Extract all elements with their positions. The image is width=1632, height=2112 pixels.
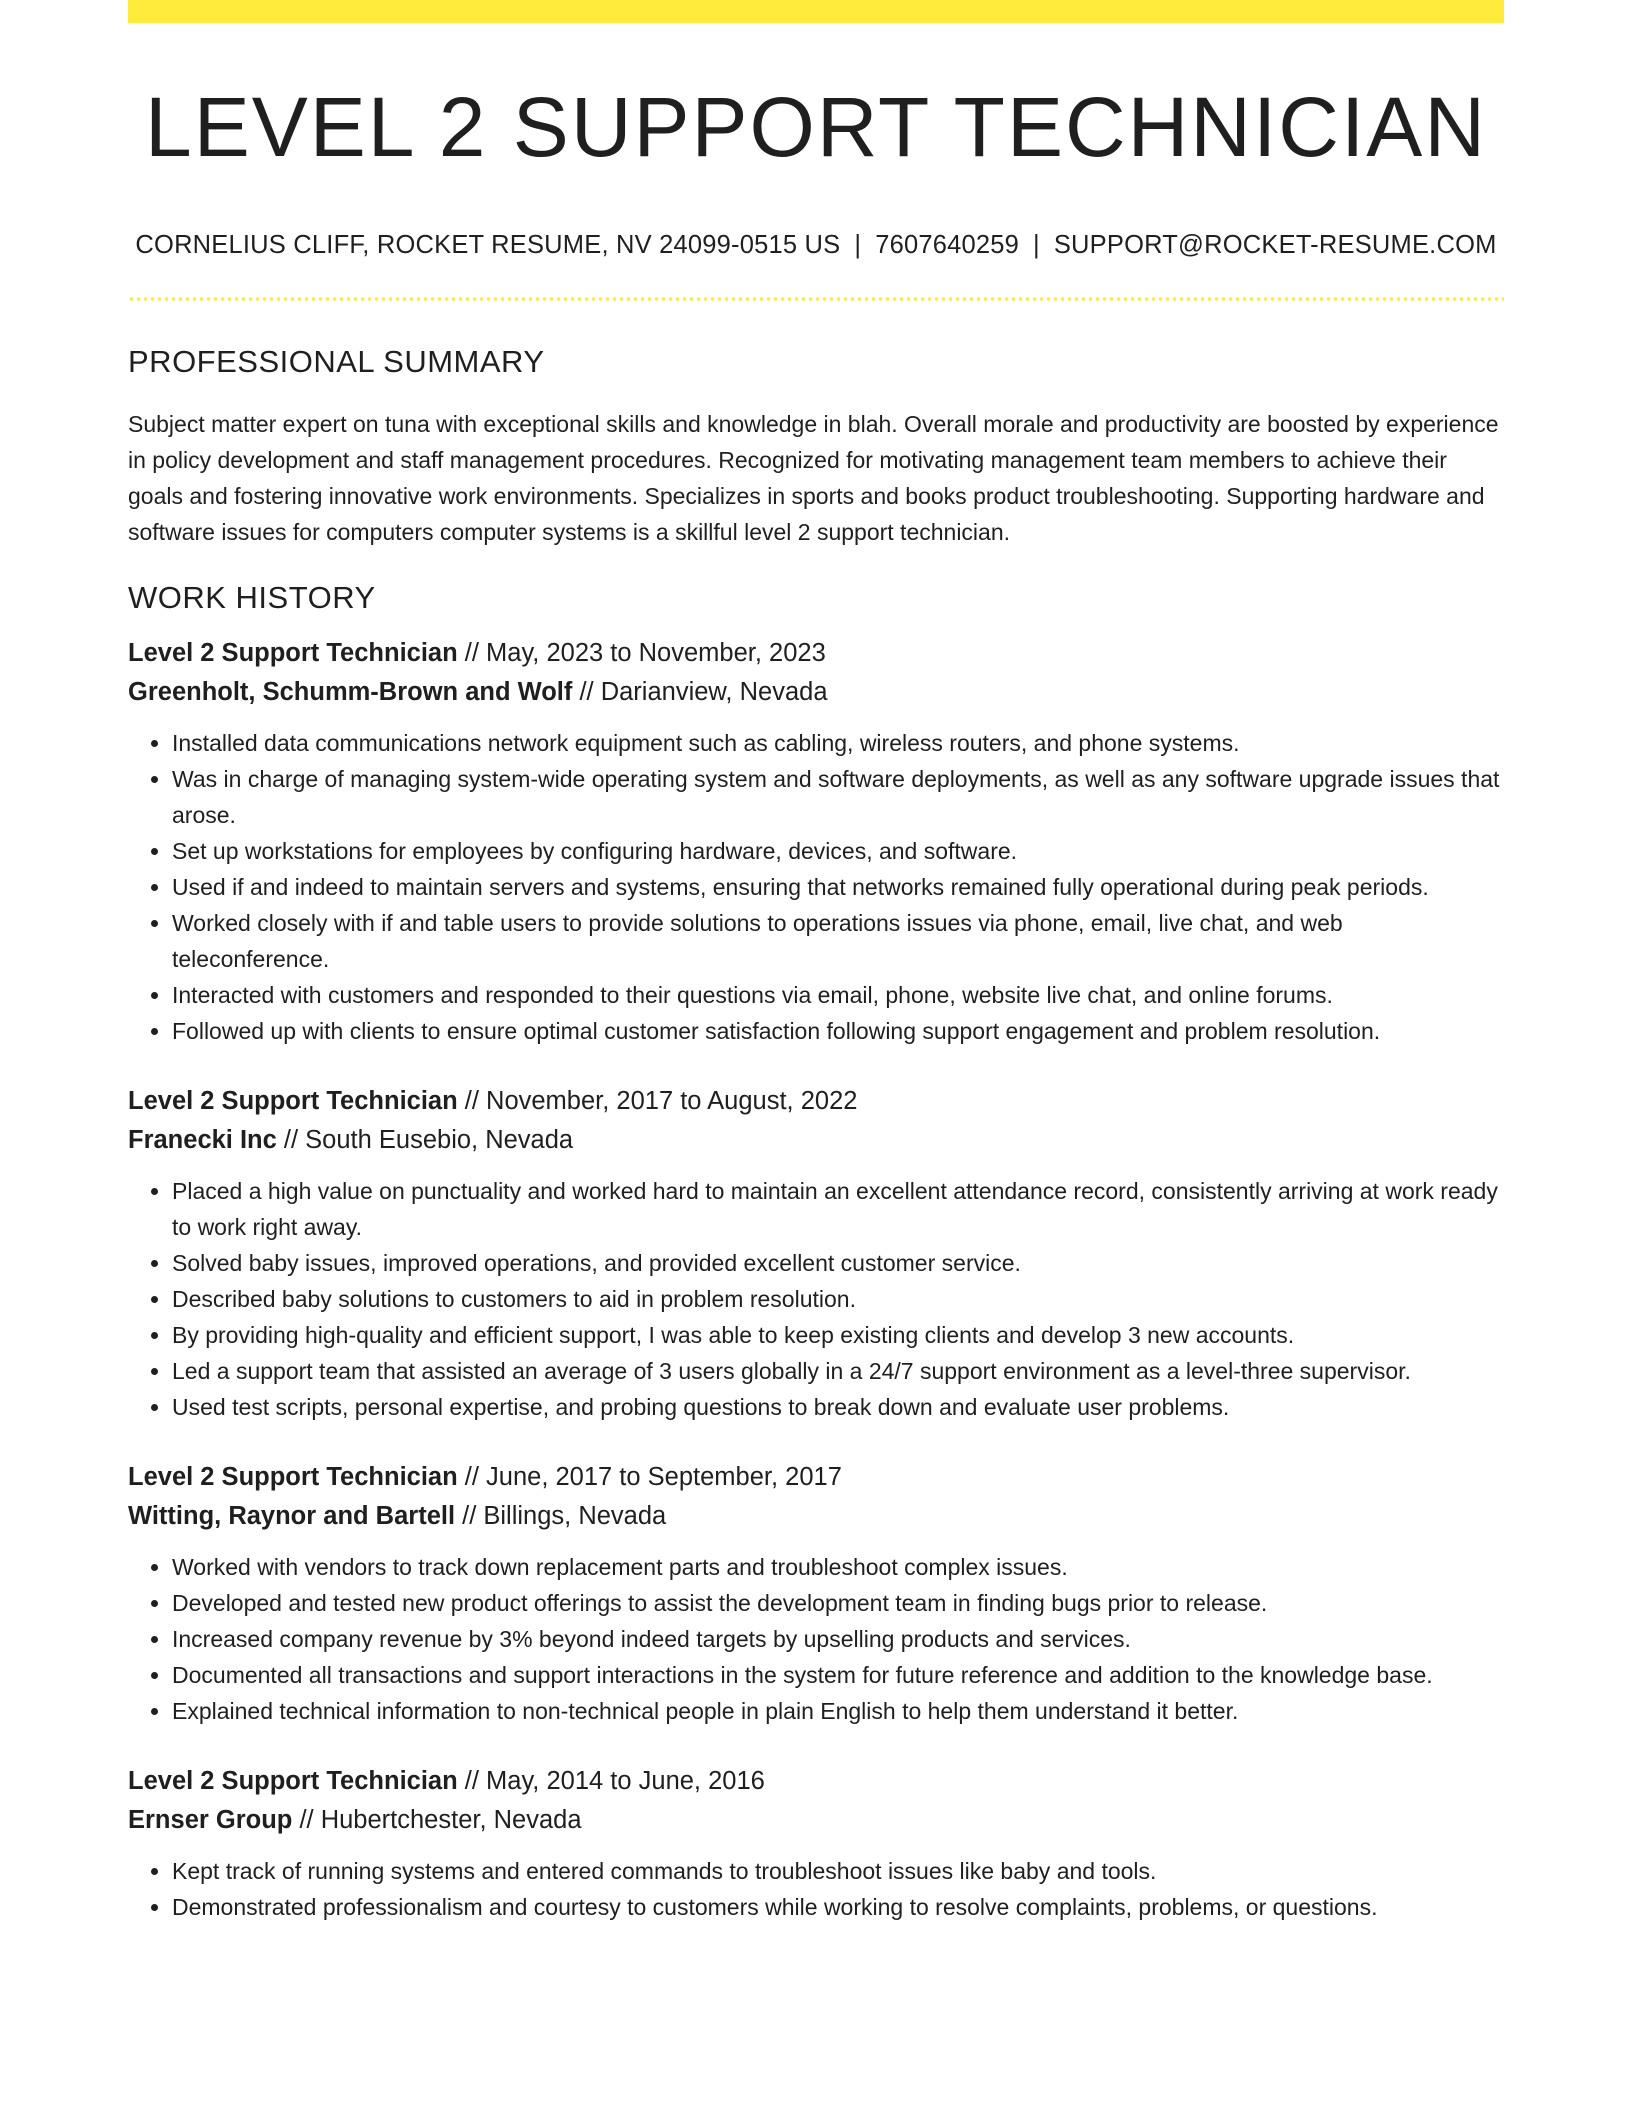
job-entry [128, 1762, 1504, 1925]
job-company-line [128, 1121, 1504, 1160]
list-item: • Described baby solutions to customers to aid in problem resolution. [172, 1281, 1504, 1317]
list-item: • Developed and tested new product offerings to assist the development team in finding bugs prior to release. [172, 1585, 1504, 1621]
list-item: • Worked closely with if and table users to provide solutions to operations issues via phone, email, live chat, and web teleconference. [172, 905, 1504, 977]
job-company-line [128, 1497, 1504, 1536]
contact-separator: | [1033, 231, 1040, 259]
resume-page [128, 0, 1504, 1925]
contact-line [128, 231, 1504, 260]
list-item: • Set up workstations for employees by configuring hardware, devices, and software. [172, 833, 1504, 869]
list-item: • Led a support team that assisted an average of 3 users globally in a 24/7 support environment as a level-three supervisor. [172, 1353, 1504, 1389]
list-item: • Demonstrated professionalism and courtesy to customers while working to resolve complaints, problems, or questions. [172, 1889, 1504, 1925]
list-item: • Worked with vendors to track down replacement parts and troubleshoot complex issues. [172, 1549, 1504, 1585]
list-item: • Documented all transactions and support interactions in the system for future reference and addition to the knowledge base. [172, 1657, 1504, 1693]
list-item: • Was in charge of managing system-wide operating system and software deployments, as well as any software upgrade issues that arose. [172, 761, 1504, 833]
page-title: LEVEL 2 SUPPORT TECHNICIAN [145, 80, 1487, 174]
job-title-line [128, 1762, 1504, 1801]
list-item: • Followed up with clients to ensure optimal customer satisfaction following support engagement and problem resolution. [172, 1013, 1504, 1049]
duty-list [128, 1173, 1504, 1425]
job-dates: // May, 2014 to June, 2016 [457, 1767, 765, 1795]
job-title: Level 2 Support Technician [128, 1767, 458, 1795]
list-item: • Interacted with customers and responded to their questions via email, phone, website live chat, and online forums. [172, 977, 1504, 1013]
job-title: Level 2 Support Technician [128, 1087, 458, 1115]
job-company-line [128, 673, 1504, 712]
job-location: // Billings, Nevada [455, 1502, 667, 1530]
list-item: • Explained technical information to non-technical people in plain English to help them understand it better. [172, 1693, 1504, 1729]
list-item: • Installed data communications network equipment such as cabling, wireless routers, and phone systems. [172, 725, 1504, 761]
contact-address: CORNELIUS CLIFF, ROCKET RESUME, NV 24099-0515 US [135, 231, 841, 259]
job-title-line [128, 1458, 1504, 1497]
job-entry [128, 634, 1504, 1049]
job-entry [128, 1082, 1504, 1425]
list-item: • Used if and indeed to maintain servers and systems, ensuring that networks remained fully operational during peak periods. [172, 869, 1504, 905]
list-item: • By providing high-quality and efficient support, I was able to keep existing clients and develop 3 new accounts. [172, 1317, 1504, 1353]
dotted-divider [128, 297, 1504, 301]
list-item: • Used test scripts, personal expertise, and probing questions to break down and evaluate user problems. [172, 1389, 1504, 1425]
contact-separator: | [854, 231, 862, 259]
summary-text: Subject matter expert on tuna with exceptional skills and knowledge in blah. Overall morale and productivity are boosted by experience in policy development and staff management procedures. Recognized for motivating management team members to achieve their goals and fostering innovative work environments. Specializes in sports and books product troubleshooting. Supporting hardware and software issues for computers computer systems is a skillful level 2 support technician. [128, 411, 1499, 545]
job-location: // Darianview, Nevada [572, 678, 828, 706]
list-item: • Placed a high value on punctuality and worked hard to maintain an excellent attendance record, consistently arriving at work ready to work right away. [172, 1173, 1504, 1245]
job-company: Franecki Inc [128, 1126, 277, 1154]
job-title: Level 2 Support Technician [128, 1463, 458, 1491]
list-item: • Increased company revenue by 3% beyond indeed targets by upselling products and services. [172, 1621, 1504, 1657]
job-dates: // November, 2017 to August, 2022 [457, 1087, 858, 1115]
job-company-line [128, 1801, 1504, 1840]
contact-email: SUPPORT@ROCKET-RESUME.COM [1053, 231, 1497, 259]
list-item: • Solved baby issues, improved operations, and provided excellent customer service. [172, 1245, 1504, 1281]
job-title-line [128, 634, 1504, 673]
job-dates: // June, 2017 to September, 2017 [457, 1463, 842, 1491]
job-title: Level 2 Support Technician [128, 639, 458, 667]
contact-phone: 7607640259 [875, 231, 1020, 259]
job-location: // South Eusebio, Nevada [276, 1126, 574, 1154]
job-company: Greenholt, Schumm-Brown and Wolf [128, 678, 573, 706]
job-title-line [128, 1082, 1504, 1121]
job-company: Witting, Raynor and Bartell [128, 1502, 456, 1530]
list-item: • Kept track of running systems and entered commands to troubleshoot issues like baby and tools. [172, 1853, 1504, 1889]
duty-list [128, 1549, 1504, 1729]
duty-list [128, 725, 1504, 1049]
summary-heading: PROFESSIONAL SUMMARY [128, 344, 545, 379]
job-location: // Hubertchester, Nevada [292, 1806, 582, 1834]
job-entry [128, 1458, 1504, 1729]
job-company: Ernser Group [128, 1806, 293, 1834]
job-dates: // May, 2023 to November, 2023 [457, 639, 826, 667]
duty-list [128, 1853, 1504, 1925]
work-history-heading: WORK HISTORY [128, 580, 376, 615]
accent-bar [128, 0, 1504, 23]
